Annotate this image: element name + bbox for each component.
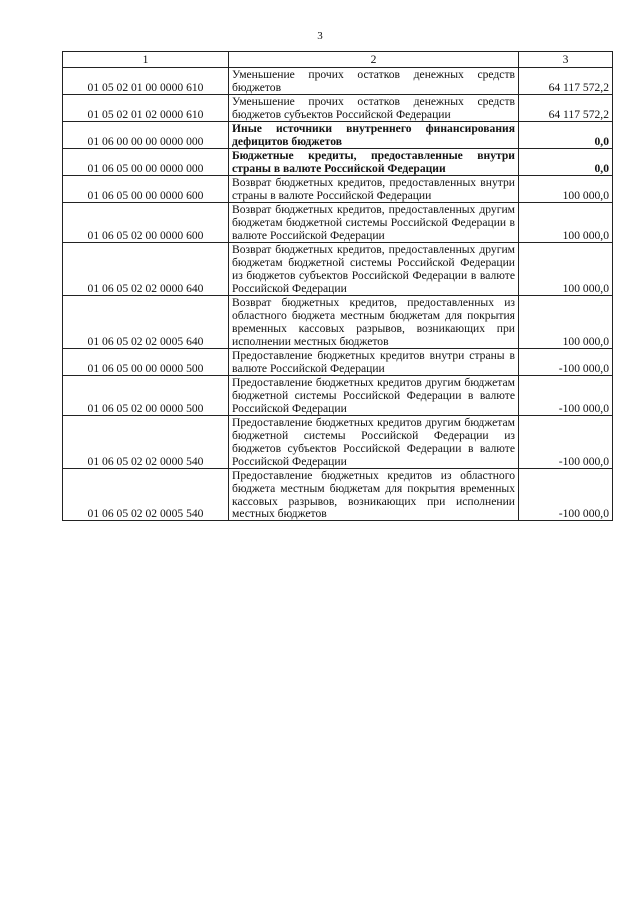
table-row [63,348,613,375]
row-name: Уменьшение прочих остатков денежных средств бюджетов [229,68,519,95]
table-row [63,121,613,148]
row-amount: 64 117 572,2 [519,94,613,121]
row-name: Возврат бюджетных кредитов, предоставленных внутри страны в валюте Российской Федерации [229,175,519,202]
row-name: Бюджетные кредиты, предоставленные внутри страны в валюте Российской Федерации [229,148,519,175]
table-row [63,242,613,295]
row-code: 01 06 05 02 00 0000 600 [63,202,229,242]
row-name: Возврат бюджетных кредитов, предоставленных другим бюджетам бюджетной системы Российской Федерации в валюте Российской Федерации [229,202,519,242]
row-name: Предоставление бюджетных кредитов внутри страны в валюте Российской Федерации [229,348,519,375]
row-code: 01 06 05 00 00 0000 600 [63,175,229,202]
row-code: 01 05 02 01 00 0000 610 [63,68,229,95]
page-number: 3 [317,30,323,42]
row-amount: 100 000,0 [519,202,613,242]
row-code: 01 06 05 00 00 0000 000 [63,148,229,175]
row-name: Предоставление бюджетных кредитов другим бюджетам бюджетной системы Российской Федерации из бюджетов субъектов Российской Федерации в валюте Российской Федерации [229,415,519,468]
row-code: 01 06 05 00 00 0000 500 [63,348,229,375]
row-code: 01 06 05 02 02 0000 540 [63,415,229,468]
table-row [63,94,613,121]
table-row [63,148,613,175]
row-name: Уменьшение прочих остатков денежных средств бюджетов субъектов Российской Федерации [229,94,519,121]
row-amount: 100 000,0 [519,175,613,202]
row-name: Предоставление бюджетных кредитов из областного бюджета местным бюджетам для покрытия временных кассовых разрывов, возникающих при исполнении местных бюджетов [229,468,519,521]
row-code: 01 06 05 02 00 0000 500 [63,375,229,415]
budget-sources-table [62,51,613,521]
row-amount: 0,0 [519,148,613,175]
table-row [63,468,613,521]
row-amount: -100 000,0 [519,415,613,468]
row-code: 01 05 02 01 02 0000 610 [63,94,229,121]
table-row [63,415,613,468]
table-row [63,68,613,95]
row-name: Иные источники внутреннего финансирования дефицитов бюджетов [229,121,519,148]
row-name: Возврат бюджетных кредитов, предоставленных другим бюджетам бюджетной системы Российской Федерации из бюджетов субъектов Российской Федерации в валюте Российской Федерации [229,242,519,295]
table-row [63,202,613,242]
row-code: 01 06 05 02 02 0005 540 [63,468,229,521]
row-amount: 100 000,0 [519,242,613,295]
column-header-name: 2 [229,52,519,68]
row-amount: 100 000,0 [519,295,613,348]
table-row [63,375,613,415]
row-amount: -100 000,0 [519,468,613,521]
row-amount: -100 000,0 [519,375,613,415]
column-header-amount: 3 [519,52,613,68]
row-code: 01 06 05 02 02 0000 640 [63,242,229,295]
row-amount: -100 000,0 [519,348,613,375]
row-code: 01 06 00 00 00 0000 000 [63,121,229,148]
row-amount: 64 117 572,2 [519,68,613,95]
table-row [63,175,613,202]
row-code: 01 06 05 02 02 0005 640 [63,295,229,348]
table-row [63,295,613,348]
table-header-row [63,52,613,68]
row-name: Предоставление бюджетных кредитов другим бюджетам бюджетной системы Российской Федерации в валюте Российской Федерации [229,375,519,415]
row-amount: 0,0 [519,121,613,148]
row-name: Возврат бюджетных кредитов, предоставленных из областного бюджета местным бюджетам для покрытия временных кассовых разрывов, возникающих при исполнении местных бюджетов [229,295,519,348]
column-header-code: 1 [63,52,229,68]
